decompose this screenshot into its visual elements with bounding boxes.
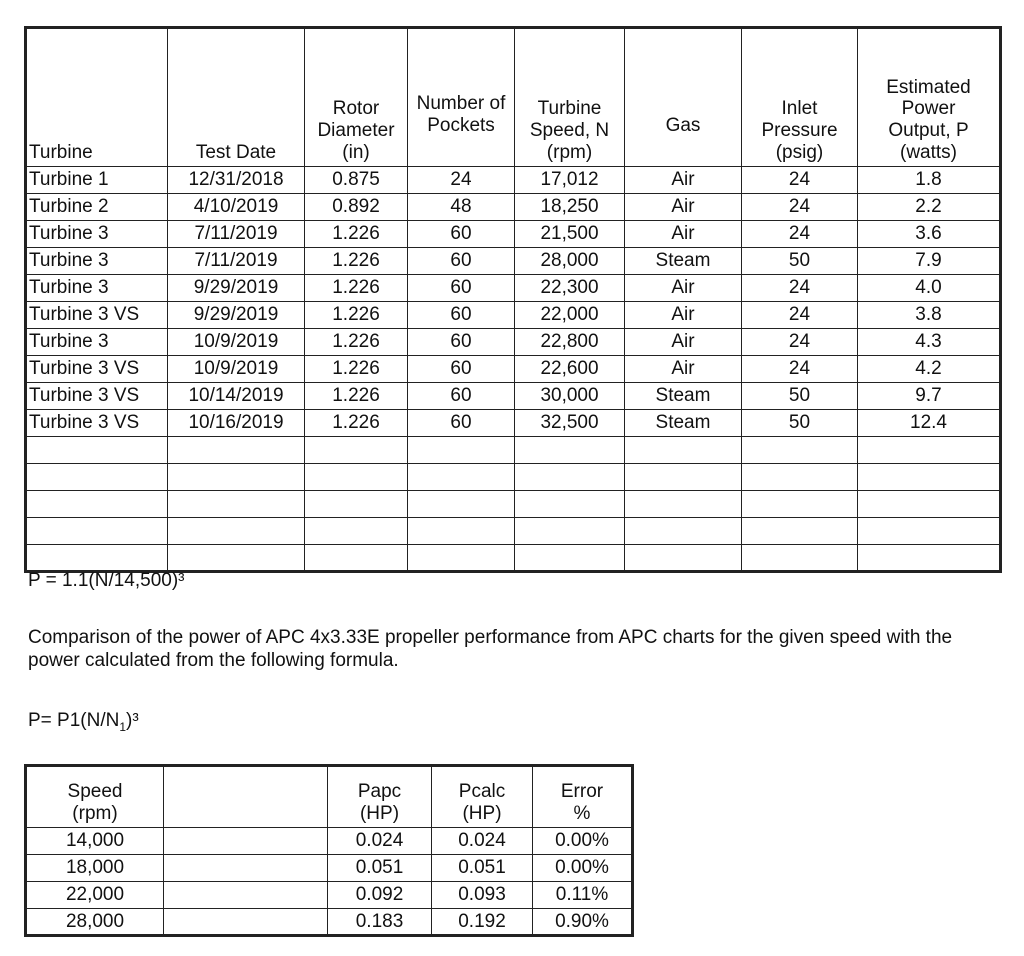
table-cell — [26, 437, 168, 464]
table-cell: Steam — [625, 248, 742, 275]
table-cell: 7/11/2019 — [168, 248, 305, 275]
table-cell: Air — [625, 356, 742, 383]
table-cell: 24 — [742, 221, 858, 248]
table-cell — [305, 518, 408, 545]
table-cell: 48 — [408, 194, 515, 221]
table-cell: 7/11/2019 — [168, 221, 305, 248]
table-cell: 1.226 — [305, 383, 408, 410]
header-estimated-power-output: Estimated Power Output, P (watts) — [858, 28, 1001, 167]
table-cell — [858, 437, 1001, 464]
table-cell: 24 — [742, 302, 858, 329]
table-cell — [408, 464, 515, 491]
table-cell: 60 — [408, 275, 515, 302]
table-cell — [168, 437, 305, 464]
table-cell — [515, 464, 625, 491]
table-cell: 22,000 — [515, 302, 625, 329]
table-cell: 2.2 — [858, 194, 1001, 221]
table-cell: 50 — [742, 248, 858, 275]
table-cell — [515, 518, 625, 545]
table-cell: 10/16/2019 — [168, 410, 305, 437]
table-cell: Turbine 3 VS — [26, 383, 168, 410]
table-row — [26, 855, 633, 882]
power-formula-1: P = 1.1(N/14,500)³ — [28, 570, 185, 591]
table-cell: Turbine 3 — [26, 329, 168, 356]
table-cell: 17,012 — [515, 167, 625, 194]
table-cell: 1.226 — [305, 329, 408, 356]
table-cell: 14,000 — [26, 828, 164, 855]
table-row — [26, 383, 1001, 410]
table-cell: 60 — [408, 248, 515, 275]
power-formula-2: $P= P1(N/N_1)^3$ — [28, 710, 139, 734]
table-cell: Steam — [625, 383, 742, 410]
table-cell — [515, 437, 625, 464]
table-cell: Turbine 3 VS — [26, 356, 168, 383]
table-cell — [26, 545, 168, 572]
header-speed: Speed (rpm) — [26, 766, 164, 828]
header-gas: Gas — [625, 28, 742, 167]
table-cell: 3.6 — [858, 221, 1001, 248]
table-cell: Turbine 3 — [26, 248, 168, 275]
table-cell: 12.4 — [858, 410, 1001, 437]
table-cell — [742, 437, 858, 464]
table-cell: 21,500 — [515, 221, 625, 248]
table-cell: 60 — [408, 221, 515, 248]
table-cell: 0.051 — [432, 855, 533, 882]
header-test-date: Test Date — [168, 28, 305, 167]
table-cell: Turbine 2 — [26, 194, 168, 221]
table-cell — [164, 909, 328, 936]
header-pcalc: Pcalc (HP) — [432, 766, 533, 828]
table-cell: 3.8 — [858, 302, 1001, 329]
table-row — [26, 356, 1001, 383]
table-cell: 1.226 — [305, 248, 408, 275]
table-cell: 22,000 — [26, 882, 164, 909]
header-inlet-pressure: Inlet Pressure (psig) — [742, 28, 858, 167]
table-cell — [625, 437, 742, 464]
table-row — [26, 329, 1001, 356]
table-cell — [408, 491, 515, 518]
table-cell: 0.00% — [533, 855, 633, 882]
table-cell: 0.00% — [533, 828, 633, 855]
table-cell — [408, 545, 515, 572]
table-cell: 50 — [742, 410, 858, 437]
table-cell: 24 — [742, 275, 858, 302]
table-cell: 1.226 — [305, 221, 408, 248]
table-row — [26, 194, 1001, 221]
table-row — [26, 464, 1001, 491]
table-row — [26, 828, 633, 855]
table-cell — [26, 491, 168, 518]
table-cell — [742, 518, 858, 545]
table-cell — [742, 545, 858, 572]
table-cell — [625, 491, 742, 518]
table-row — [26, 491, 1001, 518]
table-cell: 22,600 — [515, 356, 625, 383]
table-cell: 12/31/2018 — [168, 167, 305, 194]
table-cell: 28,000 — [26, 909, 164, 936]
table-cell — [625, 545, 742, 572]
comparison-paragraph: Comparison of the power of APC 4x3.33E propeller performance from APC charts for the given speed with the power calculated from the following formula. — [28, 627, 953, 671]
table-cell: 24 — [742, 167, 858, 194]
table-cell — [858, 464, 1001, 491]
table-cell: 0.183 — [328, 909, 432, 936]
table-cell: Air — [625, 167, 742, 194]
table-cell: 1.226 — [305, 275, 408, 302]
table-row — [26, 882, 633, 909]
table-cell: 18,250 — [515, 194, 625, 221]
table-cell — [515, 545, 625, 572]
table-cell: 4.0 — [858, 275, 1001, 302]
table-row — [26, 410, 1001, 437]
table-header-row — [26, 28, 1001, 167]
table-cell: 60 — [408, 356, 515, 383]
table-cell: Turbine 1 — [26, 167, 168, 194]
table-cell — [515, 491, 625, 518]
table-cell: 28,000 — [515, 248, 625, 275]
table-cell: 22,300 — [515, 275, 625, 302]
propeller-comparison-table — [24, 764, 634, 937]
table-cell — [168, 491, 305, 518]
table-cell — [742, 464, 858, 491]
turbine-test-table — [24, 26, 1002, 573]
table-cell: Steam — [625, 410, 742, 437]
table-row — [26, 275, 1001, 302]
table-row — [26, 167, 1001, 194]
table-cell: 60 — [408, 410, 515, 437]
table-cell: 30,000 — [515, 383, 625, 410]
table-cell: 22,800 — [515, 329, 625, 356]
table-cell: 9/29/2019 — [168, 302, 305, 329]
table-cell: 9/29/2019 — [168, 275, 305, 302]
table-cell: 9.7 — [858, 383, 1001, 410]
header-blank — [164, 766, 328, 828]
table-cell: 60 — [408, 383, 515, 410]
table-row — [26, 909, 633, 936]
table-cell: 0.024 — [328, 828, 432, 855]
table-cell — [305, 437, 408, 464]
table-cell: 24 — [742, 356, 858, 383]
table-cell: 10/9/2019 — [168, 329, 305, 356]
table-cell: 18,000 — [26, 855, 164, 882]
table-cell: 10/9/2019 — [168, 356, 305, 383]
table-cell: 0.90% — [533, 909, 633, 936]
table-cell — [625, 464, 742, 491]
table-cell: 0.093 — [432, 882, 533, 909]
table-cell: 4/10/2019 — [168, 194, 305, 221]
table-cell — [305, 464, 408, 491]
table-cell — [164, 882, 328, 909]
table-cell: 0.192 — [432, 909, 533, 936]
table-cell — [26, 518, 168, 545]
table-cell — [168, 464, 305, 491]
table-cell — [168, 518, 305, 545]
table-cell: Air — [625, 194, 742, 221]
table-cell — [858, 545, 1001, 572]
table-row — [26, 518, 1001, 545]
table-cell: 1.226 — [305, 410, 408, 437]
table-cell: 1.226 — [305, 302, 408, 329]
table-cell: 1.226 — [305, 356, 408, 383]
table-cell: 0.092 — [328, 882, 432, 909]
table-cell: 24 — [742, 329, 858, 356]
table-row — [26, 437, 1001, 464]
table-cell: 10/14/2019 — [168, 383, 305, 410]
table-cell: Air — [625, 329, 742, 356]
table-cell: 4.3 — [858, 329, 1001, 356]
table-cell — [858, 518, 1001, 545]
table-cell — [742, 491, 858, 518]
table-cell: 7.9 — [858, 248, 1001, 275]
table-cell — [408, 518, 515, 545]
header-turbine-speed: Turbine Speed, N (rpm) — [515, 28, 625, 167]
header-number-of-pockets: Number of Pockets — [408, 28, 515, 167]
table-cell — [164, 828, 328, 855]
table-cell: 0.875 — [305, 167, 408, 194]
table-cell: 0.892 — [305, 194, 408, 221]
table-header-row — [26, 766, 633, 828]
table-cell: 0.11% — [533, 882, 633, 909]
table-cell: 4.2 — [858, 356, 1001, 383]
table-cell: Turbine 3 — [26, 275, 168, 302]
header-rotor-diameter: Rotor Diameter (in) — [305, 28, 408, 167]
table-row — [26, 221, 1001, 248]
table-cell: 0.051 — [328, 855, 432, 882]
table-cell — [26, 464, 168, 491]
table-cell — [168, 545, 305, 572]
header-error: Error % — [533, 766, 633, 828]
table-cell: 1.8 — [858, 167, 1001, 194]
header-papc: Papc (HP) — [328, 766, 432, 828]
table-cell: 24 — [742, 194, 858, 221]
table-row — [26, 302, 1001, 329]
table-cell: 60 — [408, 329, 515, 356]
table-row — [26, 248, 1001, 275]
table-cell: 50 — [742, 383, 858, 410]
table-cell — [305, 545, 408, 572]
table-cell: 24 — [408, 167, 515, 194]
table-cell: Turbine 3 VS — [26, 302, 168, 329]
header-turbine: Turbine — [26, 28, 168, 167]
table-cell: 0.024 — [432, 828, 533, 855]
table-row — [26, 545, 1001, 572]
table-cell — [305, 491, 408, 518]
table-cell: Air — [625, 275, 742, 302]
table-cell: 60 — [408, 302, 515, 329]
table-cell: 32,500 — [515, 410, 625, 437]
table-cell: Turbine 3 VS — [26, 410, 168, 437]
table-cell — [164, 855, 328, 882]
table-cell: Turbine 3 — [26, 221, 168, 248]
table-cell: Air — [625, 221, 742, 248]
table-cell — [625, 518, 742, 545]
table-cell — [858, 491, 1001, 518]
table-cell: Air — [625, 302, 742, 329]
table-cell — [408, 437, 515, 464]
